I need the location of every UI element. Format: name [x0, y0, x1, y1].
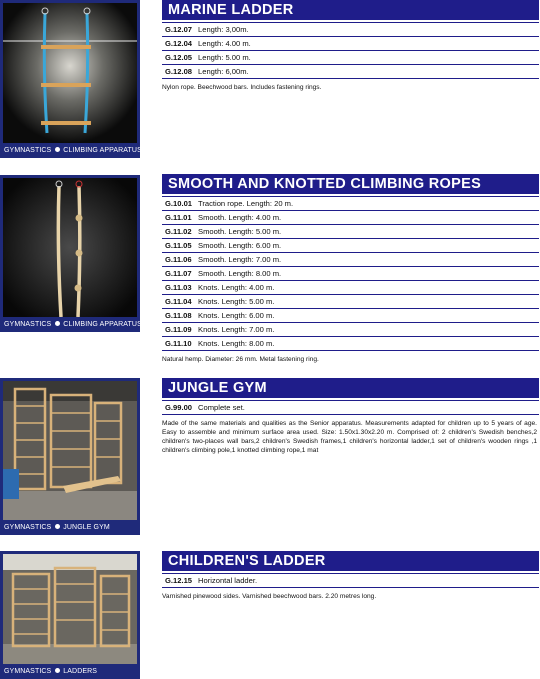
- product-code: G.11.08: [165, 311, 192, 320]
- caption-category: GYMNASTICS: [4, 668, 52, 675]
- product-section-climbing-ropes: [162, 174, 539, 364]
- product-spec: Smooth. Length: 5.00 m.: [198, 227, 282, 236]
- product-title: JUNGLE GYM: [162, 378, 539, 398]
- product-title: CHILDREN'S LADDER: [162, 551, 539, 571]
- photo-caption: [0, 665, 140, 678]
- product-spec: Traction rope. Length: 20 m.: [198, 199, 294, 208]
- product-section-marine-ladder: [162, 0, 539, 92]
- product-code: G.11.07: [165, 269, 192, 278]
- product-description: Nylon rope. Beechwood bars. Includes fastening rings.: [162, 84, 322, 91]
- table-row: [162, 239, 539, 253]
- product-code: G.11.10: [165, 339, 192, 348]
- jungle-gym-image: [3, 381, 137, 520]
- product-description: Made of the same materials and qualities as the Senior apparatus. Measurements adapted for children up to 5 years of age. Easy to assemble and minimum surface area used. Size: 1.50x1.30x2.20 m. Comprised of: 2 children's Swedish benches,2 children's two-places wall bars,2 children's Swedish frames,1 children's horizontal ladder,1 set of children's wooden rings ,1 children's climbing pole,1 knotted climbing rope,1 mat: [162, 420, 537, 454]
- product-spec: Smooth. Length: 6.00 m.: [198, 241, 282, 250]
- caption-subcategory: JUNGLE GYM: [63, 524, 110, 531]
- product-code: G.12.05: [165, 53, 193, 62]
- table-row: [162, 51, 539, 65]
- product-code-table: [162, 196, 539, 351]
- table-row: [162, 309, 539, 323]
- table-row: [162, 281, 539, 295]
- photo-caption: [0, 318, 140, 331]
- product-spec: Horizontal ladder.: [198, 576, 258, 585]
- product-code: G.11.09: [165, 325, 192, 334]
- caption-subcategory: CLIMBING APPARATUS: [63, 147, 142, 154]
- product-code: G.12.15: [165, 576, 193, 585]
- table-row: [162, 253, 539, 267]
- product-code: G.99.00: [165, 403, 193, 412]
- product-code-table: [162, 22, 539, 79]
- table-row: [162, 22, 539, 37]
- product-spec: Smooth. Length: 8.00 m.: [198, 269, 282, 278]
- photo-caption: [0, 521, 140, 534]
- product-code: G.11.01: [165, 213, 192, 222]
- product-code: G.12.08: [165, 67, 193, 76]
- product-photo-marine-ladder: [0, 0, 140, 158]
- product-photo-jungle-gym: [0, 378, 140, 535]
- marine-ladder-image: [3, 3, 137, 143]
- childrens-ladder-image: [3, 554, 137, 664]
- bullet-icon: [55, 147, 60, 152]
- table-row: [162, 267, 539, 281]
- product-spec: Length: 5.00 m.: [198, 53, 251, 62]
- product-description: Varnished pinewood sides. Varnished beechwood bars. 2.20 metres long.: [162, 593, 377, 600]
- table-row: [162, 400, 539, 415]
- caption-category: GYMNASTICS: [4, 321, 52, 328]
- table-row: [162, 196, 539, 211]
- caption-category: GYMNASTICS: [4, 524, 52, 531]
- product-code: G.11.02: [165, 227, 192, 236]
- product-spec: Knots. Length: 4.00 m.: [198, 283, 275, 292]
- product-description: Natural hemp. Diameter: 26 mm. Metal fastening ring.: [162, 356, 319, 363]
- climbing-ropes-image: [3, 178, 137, 317]
- product-code: G.11.03: [165, 283, 192, 292]
- table-row: [162, 37, 539, 51]
- product-photo-childrens-ladder: [0, 551, 140, 679]
- product-photo-climbing-ropes: [0, 175, 140, 332]
- product-spec: Complete set.: [198, 403, 245, 412]
- caption-subcategory: LADDERS: [63, 668, 98, 675]
- product-spec: Length: 6,00m.: [198, 67, 249, 76]
- product-code-table: [162, 400, 539, 415]
- caption-subcategory: CLIMBING APPARATUS: [63, 321, 142, 328]
- product-code: G.10.01: [165, 199, 193, 208]
- product-code: G.11.05: [165, 241, 192, 250]
- table-row: [162, 337, 539, 351]
- table-row: [162, 225, 539, 239]
- product-section-childrens-ladder: [162, 551, 539, 601]
- product-section-jungle-gym: [162, 378, 539, 455]
- bullet-icon: [55, 321, 60, 326]
- product-code-table: [162, 573, 539, 588]
- product-spec: Knots. Length: 6.00 m.: [198, 311, 275, 320]
- product-spec: Length: 4.00 m.: [198, 39, 251, 48]
- product-spec: Knots. Length: 7.00 m.: [198, 325, 275, 334]
- product-code: G.12.04: [165, 39, 193, 48]
- caption-category: GYMNASTICS: [4, 147, 52, 154]
- product-spec: Smooth. Length: 7.00 m.: [198, 255, 282, 264]
- table-row: [162, 573, 539, 588]
- table-row: [162, 323, 539, 337]
- product-code: G.11.06: [165, 255, 192, 264]
- bullet-icon: [55, 524, 60, 529]
- bullet-icon: [55, 668, 60, 673]
- product-spec: Knots. Length: 5.00 m.: [198, 297, 275, 306]
- product-spec: Knots. Length: 8.00 m.: [198, 339, 275, 348]
- table-row: [162, 295, 539, 309]
- product-code: G.12.07: [165, 25, 193, 34]
- photo-caption: [0, 144, 140, 157]
- table-row: [162, 211, 539, 225]
- product-spec: Length: 3,00m.: [198, 25, 249, 34]
- product-title: MARINE LADDER: [162, 0, 539, 20]
- product-spec: Smooth. Length: 4.00 m.: [198, 213, 282, 222]
- product-code: G.11.04: [165, 297, 192, 306]
- product-title: SMOOTH AND KNOTTED CLIMBING ROPES: [162, 174, 539, 194]
- table-row: [162, 65, 539, 79]
